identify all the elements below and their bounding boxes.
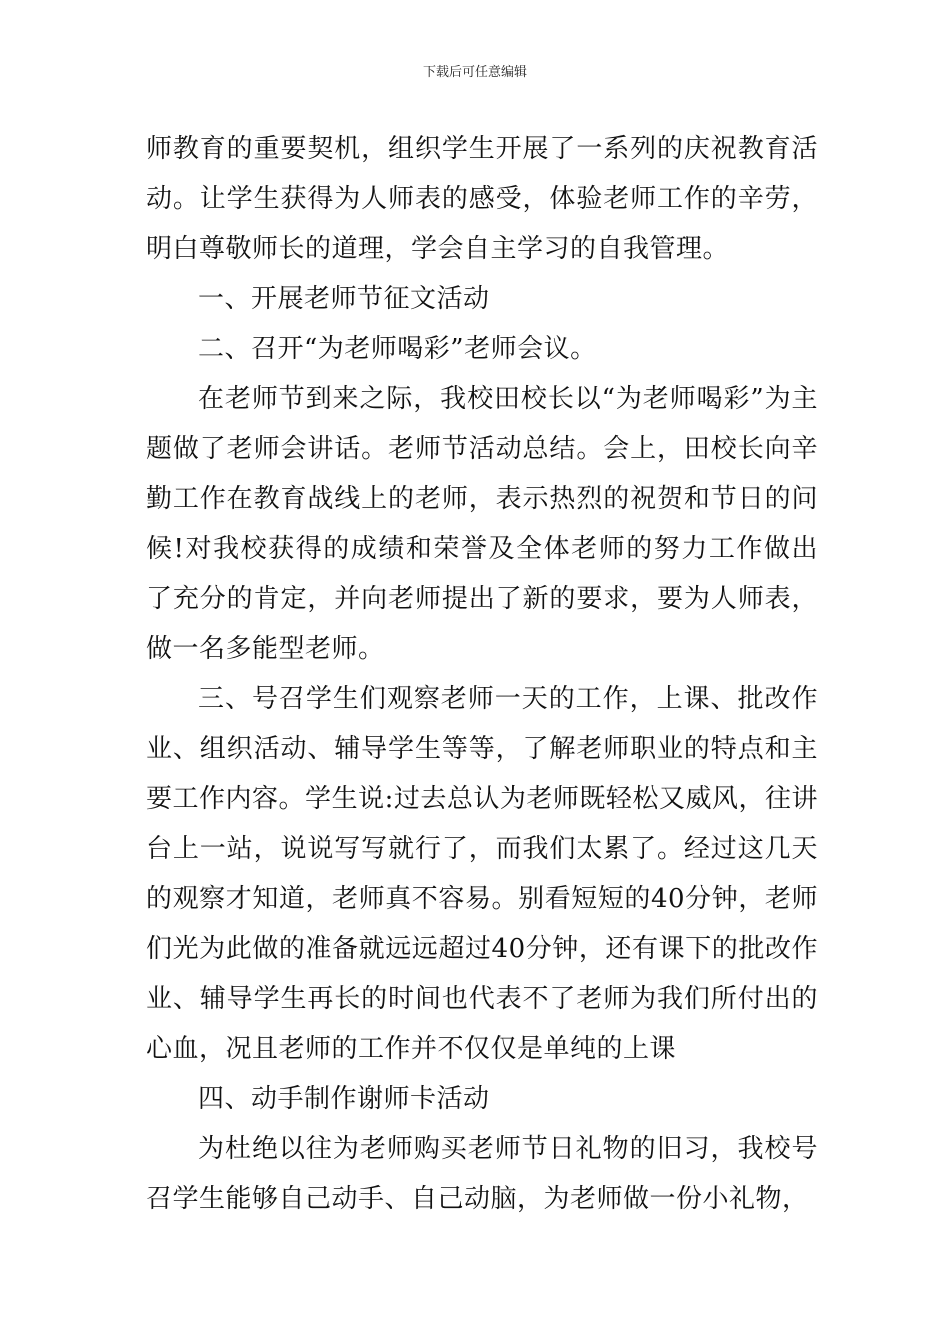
paragraph-meeting: 在老师节到来之际，我校田校长以“为老师喝彩”为主题做了老师会讲话。老师节活动总结。会上，田校长向辛勤工作在教育战线上的老师，表示热烈的祝贺和节日的问候!对我校获得的成绩和荣誉及全体老师的努力工作做出了充分的肯定，并向老师提出了新的要求，要为人师表，做一名多能型老师。: [146, 384, 818, 664]
section-heading-2: 二、召开“为老师喝彩”老师会议。: [198, 334, 597, 364]
section-heading-1: 一、开展老师节征文活动: [198, 284, 490, 314]
section-heading-4: 四、动手制作谢师卡活动: [198, 1084, 490, 1114]
paragraph-gift: 为杜绝以往为老师购买老师节日礼物的旧习，我校号召学生能够自己动手、自己动脑，为老师做一份小礼物，: [146, 1134, 818, 1214]
page-header: 下载后可任意编辑: [422, 65, 527, 80]
section-heading-3: 三、号召学生们观察老师一天的工作，上课、批改作业、组织活动、辅导学生等等，了解老师职业的特点和主要工作内容。学生说:过去总认为老师既轻松又威风，往讲台上一站，说说写写就行了，而我们太累了。经过这几天的观察才知道，老师真不容易。别看短短的40分钟，老师们光为此做的准备就远远超过40分钟，还有课下的批改作业、辅导学生再长的时间也代表不了老师为我们所付出的心血，况且老师的工作并不仅仅是单纯的上课: [146, 684, 818, 1064]
paragraph-continuation: 师教育的重要契机，组织学生开展了一系列的庆祝教育活动。让学生获得为人师表的感受，体验老师工作的辛劳，明白尊敬师长的道理，学会自主学习的自我管理。: [146, 134, 818, 264]
document-body: [146, 124, 818, 1224]
